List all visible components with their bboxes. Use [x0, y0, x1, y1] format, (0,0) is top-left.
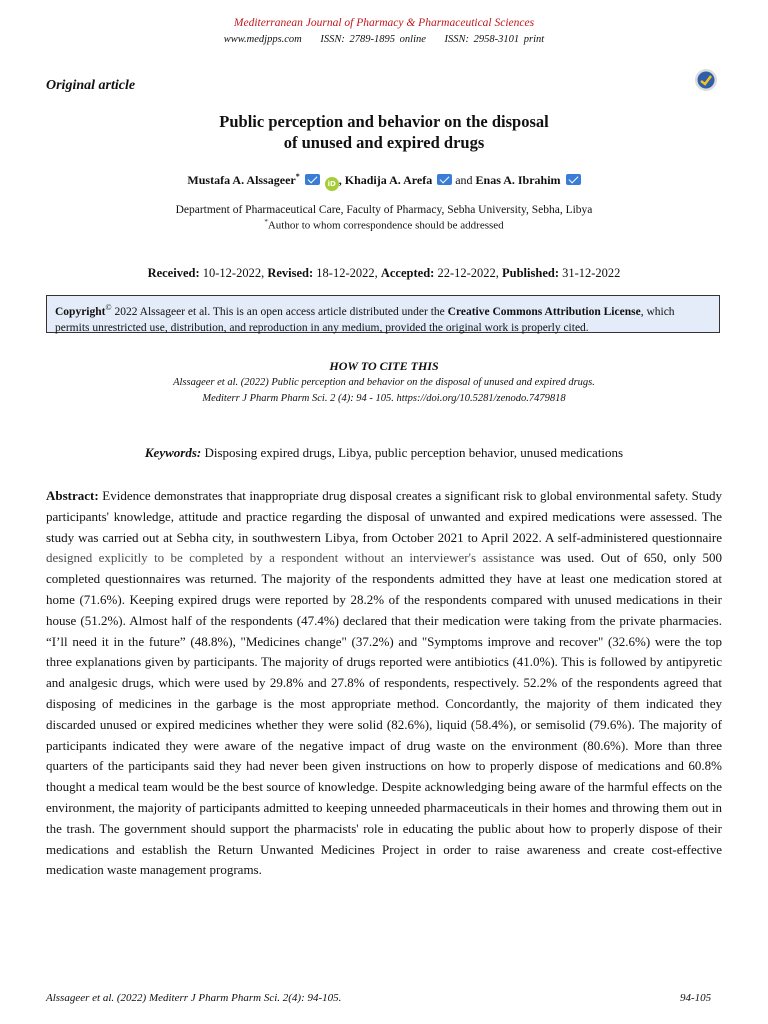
article-title: [0, 111, 768, 153]
article-dates: [0, 266, 768, 281]
keywords-label: Keywords:: [144, 445, 202, 460]
email-icon[interactable]: [566, 174, 581, 185]
title-line-2: of unused and expired drugs: [283, 133, 485, 152]
published-label: Published:: [502, 266, 559, 280]
accepted-label: Accepted:: [380, 266, 435, 280]
received-date: 10-12-2022,: [199, 266, 268, 280]
journal-website-link[interactable]: www.medjpps.com: [223, 34, 302, 45]
received-label: Received:: [147, 266, 200, 280]
published-date: 31-12-2022: [558, 266, 621, 280]
copyright-box: [46, 295, 720, 333]
revised-label: Revised:: [267, 266, 314, 280]
abstract-text-3: was used. Out of 650, only 500 completed questionnaires was returned. The majority of the respondents admitted they have at least one medication stored at home (71.6%). Keeping expired drugs were reported by 28.2% of the respondents compared with unused medications in their house (51.2%). Almost half of the respondents (47.4%) declared that their medication were taking from the private pharmacies. “I’ll need it in the future” (48.8%), "Medicines change" (37.2%) and "Symptoms improve and recover" (32.6%) were the top three explanations given by participants. The majority of drugs reported were antibiotics (41.0%). This is followed by antipyretic and analgesic drugs, which were used by 29.8% and 27.8% of respondents, respectively. 52.2% of the respondents agreed that disposing of medicines in the garbage is the most appropriate method. Concordantly, the majority of them indicated they discarded unused or expired medicines whether they were solid (82.6%), liquid (58.4%), or semisolid (79.6%). The majority of participants indicated they were aware of the negative impact of drug waste on the environment (80.6%). More than three quarters of the participants said they had never been given instructions on how to properly dispose of medications and 60.8% thought a medical team would be the best source of knowledge. Despite acknowledging being aware of the harmful effects on the environment, the majority of participants admitted to keeping unneeded pharmaceuticals in their homes and throwing them out in the trash. The government should support the pharmacists' role in educating the public about how to properly dispose of their medications and establish the Return Unwanted Medicines Project in order to raise awareness and create cost-effective medication waste management programs.: [46, 550, 722, 878]
email-icon[interactable]: [305, 174, 320, 185]
citation-line-2[interactable]: Mediterr J Pharm Pharm Sci. 2 (4): 94 - 105. https://doi.org/10.5281/zenodo.7479818: [202, 393, 566, 404]
title-line-1: Public perception and behavior on the disposal: [219, 112, 549, 131]
author-list: [0, 172, 768, 191]
crossmark-icon[interactable]: [694, 68, 718, 92]
issn-print: ISSN: 2958-3101 print: [444, 34, 545, 45]
journal-name: Mediterranean Journal of Pharmacy & Pharmaceutical Sciences: [233, 17, 535, 29]
keywords: [0, 445, 768, 461]
revised-date: 18-12-2022,: [313, 266, 381, 280]
abstract: [46, 486, 722, 881]
affiliation: Department of Pharmaceutical Care, Faculty of Pharmacy, Sebha University, Sebha, Libya: [175, 204, 593, 216]
abstract-label: Abstract:: [46, 488, 99, 503]
author-1[interactable]: Mustafa A. Alssageer: [187, 173, 296, 187]
journal-meta: [0, 34, 768, 45]
copyright-text-1: 2022 Alssageer et al. This is an open access article distributed under the: [111, 305, 448, 318]
corresponding-mark: *: [295, 172, 300, 181]
copyright-label: Copyright: [55, 305, 106, 318]
footer-citation: Alssageer et al. (2022) Mediterr J Pharm Pharm Sci. 2(4): 94-105.: [46, 992, 342, 1004]
issn-online: ISSN: 2789-1895 online: [320, 34, 426, 45]
copyright-text-2: , which permits unrestricted use, distribution, and reproduction in any medium, provided the original work is properly cited.: [55, 305, 675, 334]
article-type: Original article: [46, 78, 136, 93]
correspondence-mark: *: [264, 218, 268, 226]
abstract-text-1: Evidence demonstrates that inappropriate drug disposal creates a significant risk to global environmental safety. Study participants' knowledge, attitude and practice regarding the disposal of unwanted and expired medications were assessed. The study was carried out at Sebha city, in southwestern Libya, from October 2021 to April 2022. A self-administered questionnaire: [46, 488, 722, 545]
author-and: and: [452, 173, 476, 187]
correspondence-note: [0, 218, 768, 232]
keywords-text: Disposing expired drugs, Libya, public perception behavior, unused medications: [201, 445, 624, 460]
correspondence-text: Author to whom correspondence should be addressed: [267, 219, 504, 232]
author-3[interactable]: Enas A. Ibrahim: [475, 173, 561, 187]
how-to-cite-heading: HOW TO CITE THIS: [329, 359, 439, 373]
accepted-date: 22-12-2022,: [434, 266, 503, 280]
footer-pages: 94-105: [680, 992, 712, 1004]
copyright-symbol: ©: [105, 303, 112, 312]
citation-line-1: Alssageer et al. (2022) Public perception and behavior on the disposal of unused and expired drugs.: [173, 377, 595, 388]
orcid-icon[interactable]: iD: [325, 177, 339, 191]
abstract-text-2: designed explicitly to be completed by a respondent without an interviewer's assistance: [46, 550, 535, 566]
license-link[interactable]: Creative Commons Attribution License: [447, 305, 641, 318]
author-2[interactable]: , Khadija A. Arefa: [338, 173, 433, 187]
email-icon[interactable]: [437, 174, 452, 185]
